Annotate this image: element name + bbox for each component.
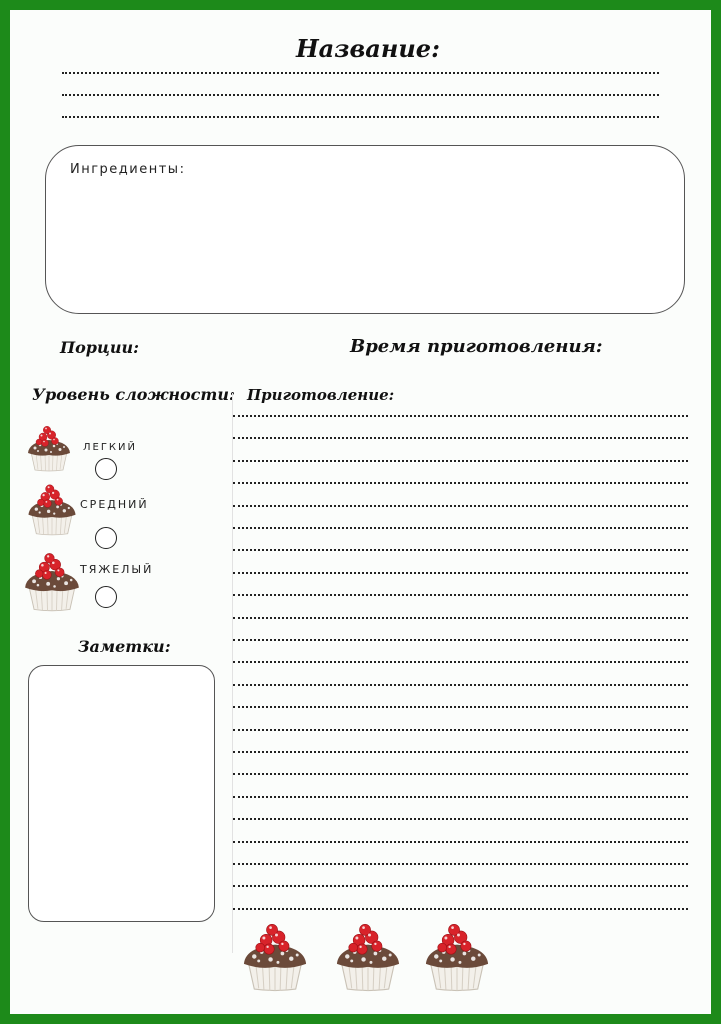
notes-box[interactable]	[28, 665, 215, 922]
preparation-line[interactable]	[233, 863, 688, 865]
column-divider	[232, 393, 233, 953]
cook-time-label: Время приготовления:	[350, 336, 603, 357]
preparation-line[interactable]	[233, 818, 688, 820]
preparation-line[interactable]	[233, 594, 688, 596]
preparation-line[interactable]	[233, 841, 688, 843]
level-easy-label: ЛЕГКИЙ	[83, 442, 137, 453]
difficulty-label: Уровень сложности:	[32, 385, 235, 404]
ingredients-label: Ингредиенты:	[70, 162, 186, 177]
preparation-line[interactable]	[233, 460, 688, 462]
preparation-line[interactable]	[233, 908, 688, 910]
ingredients-box[interactable]	[45, 145, 685, 314]
preparation-line[interactable]	[233, 773, 688, 775]
cupcake-icon	[24, 480, 80, 536]
level-easy-radio[interactable]	[95, 458, 117, 480]
cupcake-icon	[420, 915, 494, 995]
preparation-line[interactable]	[233, 415, 688, 417]
preparation-line[interactable]	[233, 729, 688, 731]
preparation-line[interactable]	[233, 572, 688, 574]
preparation-line[interactable]	[233, 639, 688, 641]
preparation-line[interactable]	[233, 684, 688, 686]
cupcake-icon	[24, 422, 74, 472]
level-hard-label: ТЯЖЕЛЫЙ	[80, 563, 154, 576]
preparation-line[interactable]	[233, 706, 688, 708]
preparation-line[interactable]	[233, 505, 688, 507]
title-line-1[interactable]	[62, 72, 659, 74]
preparation-line[interactable]	[233, 661, 688, 663]
preparation-line[interactable]	[233, 437, 688, 439]
preparation-line[interactable]	[233, 527, 688, 529]
preparation-line[interactable]	[233, 549, 688, 551]
preparation-line[interactable]	[233, 796, 688, 798]
level-medium-label: СРЕДНИЙ	[80, 498, 149, 511]
notes-label: Заметки:	[78, 637, 171, 656]
title-label: Название:	[296, 34, 440, 63]
cupcake-icon	[331, 915, 405, 995]
servings-label: Порции:	[60, 338, 139, 357]
preparation-line[interactable]	[233, 751, 688, 753]
preparation-label: Приготовление:	[247, 386, 395, 404]
cupcake-icon	[238, 915, 312, 995]
preparation-line[interactable]	[233, 482, 688, 484]
title-line-2[interactable]	[62, 94, 659, 96]
preparation-line[interactable]	[233, 617, 688, 619]
cupcake-icon	[20, 548, 84, 612]
title-line-3[interactable]	[62, 116, 659, 118]
level-hard-radio[interactable]	[95, 586, 117, 608]
level-medium-radio[interactable]	[95, 527, 117, 549]
preparation-line[interactable]	[233, 885, 688, 887]
